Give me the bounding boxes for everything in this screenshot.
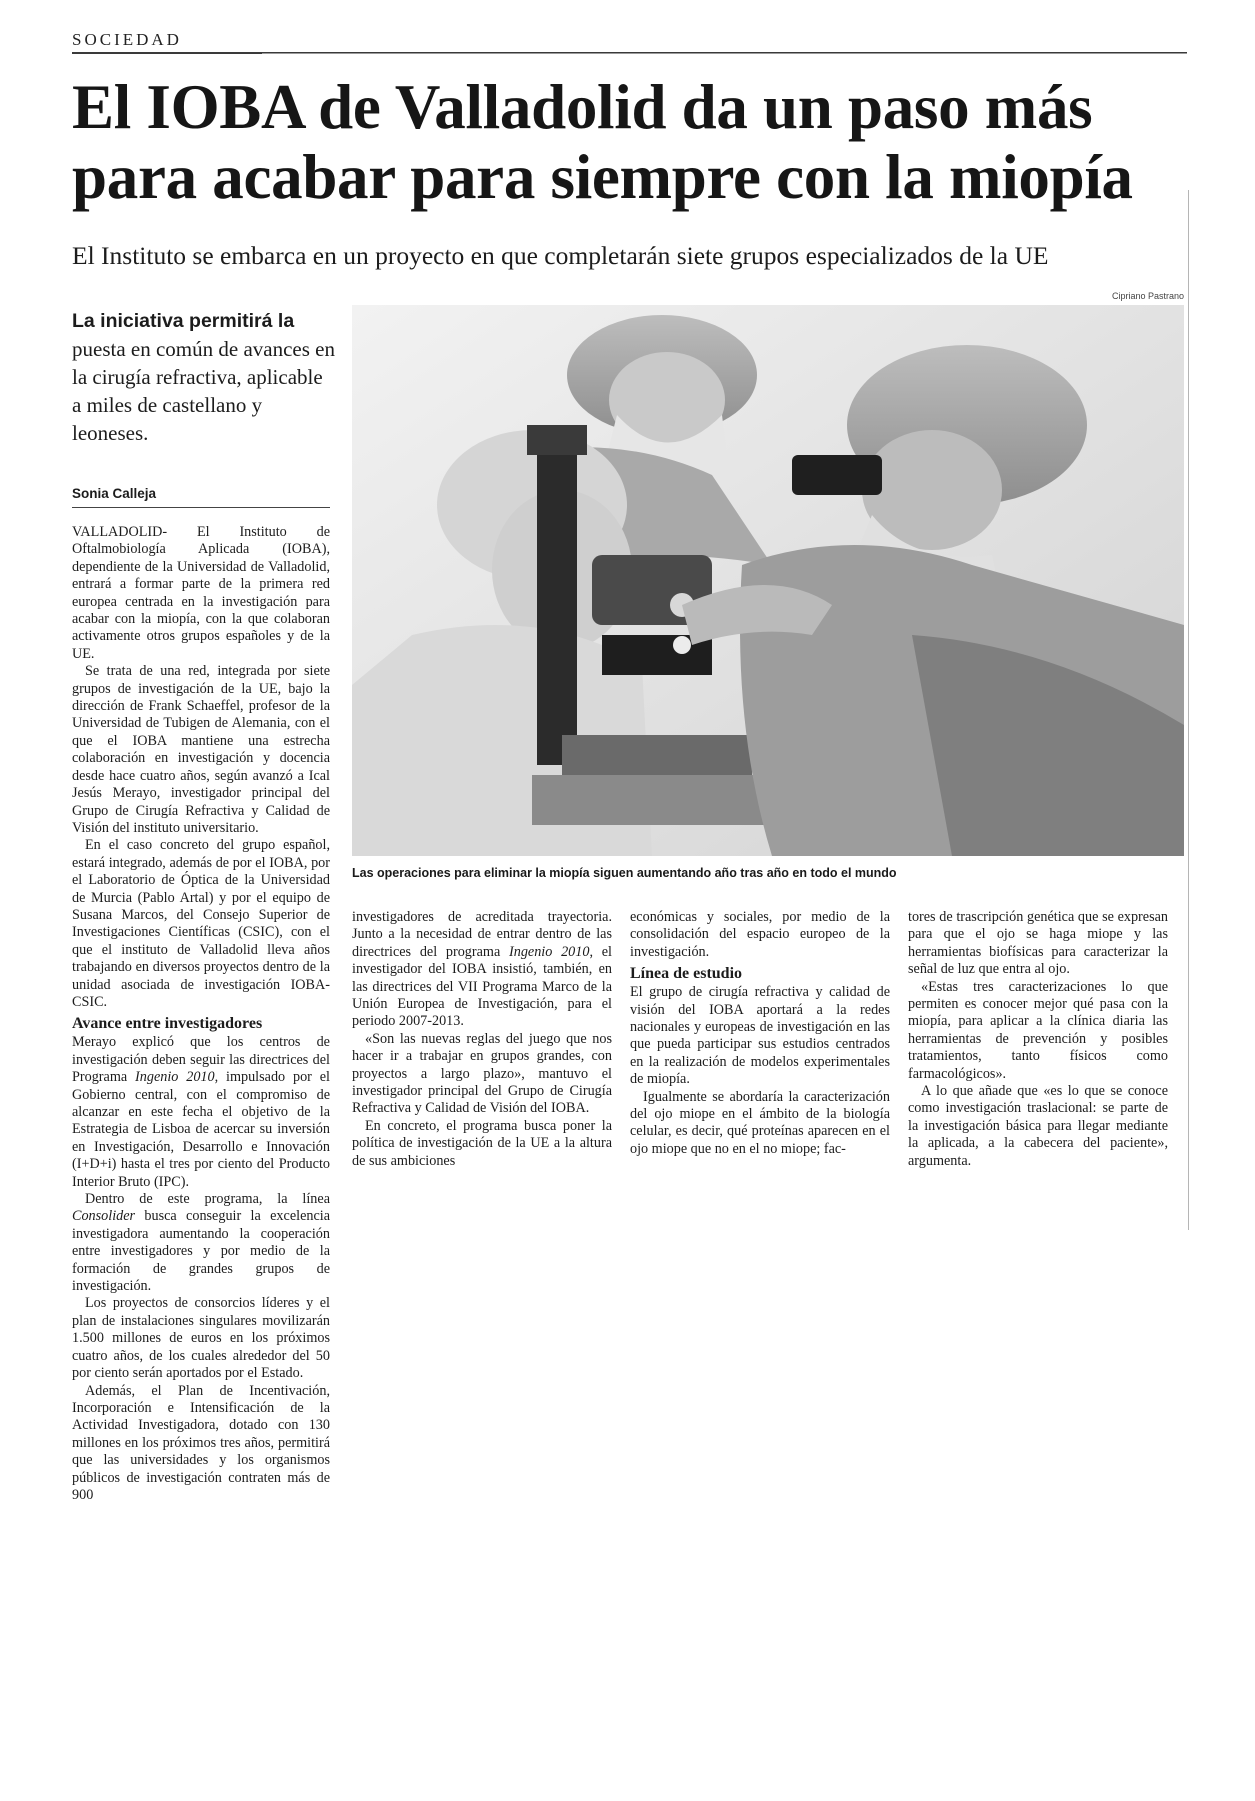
paragraph: Además, el Plan de Incentivación, Incorporación e Intensificación de la Actividad Investigadora, dotado con 130 millones en los próximos tres años, permitirá que las universidades y los organismos públicos de investigación contraten más de 900: [72, 1382, 330, 1503]
paragraph: investigadores de acreditada trayectoria. Junto a la necesidad de entrar dentro de las directrices del programa Ingenio 2010, el investigador del IOBA insistió, también, en las directrices del VII Programa Marco de la Unión Europea de Investigación, para el periodo 2007-2013.: [352, 909, 612, 1030]
article-column-1: [72, 524, 330, 1504]
photo-credit: Cipriano Pastrano: [1111, 291, 1184, 301]
paragraph: tores de trascripción genética que se expresan para que el ojo se haga miope y las herramientas biofísicas para caracterizar la señal de luz que entra al ojo.: [908, 909, 1168, 978]
paragraph: Dentro de este programa, la línea Consolider busca conseguir la excelencia investigadora aumentando la cooperación entre investigadores y por medio de la formación de grandes grupos de investigación.: [72, 1191, 330, 1295]
paragraph: Los proyectos de consorcios líderes y el plan de instalaciones singulares movilizarán 1.500 millones de euros en los próximos cuatro años, de los cuales alrededor del 50 por ciento serán aportados por el Estado.: [72, 1295, 330, 1382]
photo-caption: Las operaciones para eliminar la miopía siguen aumentando año tras año en todo el mundo: [352, 866, 897, 880]
paragraph: Merayo explicó que los centros de investigación deben seguir las directrices del Programa Ingenio 2010, impulsado por el Gobierno central, con el compromiso de alcanzar en este fecha el objetivo de la Estrategia de Lisboa de acercar su inversión en Investigación, Desarrollo e Innovación (I+D+i) hasta el tres por ciento del Producto Interior Bruto (IPC).: [72, 1034, 330, 1190]
subheading-avance: Avance entre investigadores: [72, 1015, 263, 1033]
paragraph: «Estas tres caracterizaciones lo que permiten es conocer mejor qué pasa con la miopía, para aplicar a la clínica diaria las herramientas de prevención y posibles tratamientos, tanto físicos como farmacológicos».: [908, 978, 1168, 1082]
article-column-4: [908, 909, 1168, 1170]
subheading-linea: Línea de estudio: [630, 965, 743, 983]
lead-kicker: La iniciativa permitirá la: [72, 310, 295, 332]
paragraph: En concreto, el programa busca poner la política de investigación de la UE a la altura de sus ambiciones: [352, 1117, 612, 1169]
paragraph: El grupo de cirugía refractiva y calidad de visión del IOBA aportará a la redes nacionales y europeas de investigación en las que pueda participar sus estudios centrados en la realización de modelos experimentales de miopía.: [630, 984, 890, 1088]
paragraph: económicas y sociales, por medio de la consolidación del espacio europeo de la investigación.: [630, 909, 890, 960]
headline: El IOBA de Valladolid da un paso más para acabar para siempre con la miopía: [72, 72, 1133, 212]
paragraph: «Son las nuevas reglas del juego que nos hacer ir a trabajar en grupos grandes, con proyectos a largo plazo», mantuvo el investigador principal del Grupo de Cirugía Refractiva y Calidad de Visión del IOBA.: [352, 1030, 612, 1117]
section-rule-thin: [262, 53, 1187, 54]
article-column-2: [352, 909, 612, 1170]
column-rule: [1188, 190, 1189, 1230]
paragraph: VALLADOLID- El Instituto de Oftalmobiología Aplicada (IOBA), dependiente de la Universidad de Valladolid, entrará a formar parte de la primera red europea centrada en la investigación para acabar con la miopía, con la que colaboran activamente otros grupos españoles y de la UE.: [72, 524, 330, 662]
article-column-3: [630, 909, 890, 1158]
paragraph: En el caso concreto del grupo español, estará integrado, además de por el IOBA, por el Laboratorio de Óptica de la Universidad de Murcia (Pablo Artal) y por el equipo de Susana Marcos, del Consejo Superior de Investigaciones Científicas (CSIC), con el que el instituto de Valladolid lleva años trabajando en diversos proyectos dentro de la unidad asociada de investigación IOBA-CSIC.: [72, 837, 330, 1010]
byline: Sonia Calleja: [72, 486, 330, 508]
article-photo: [352, 305, 1184, 856]
surgeons-examining-patient-photo-icon: [352, 305, 1184, 856]
section-label: SOCIEDAD: [72, 30, 182, 49]
lead-text: puesta en común de avances en la cirugía refractiva, aplicable a miles de castellano y leoneses.: [72, 337, 335, 445]
paragraph: Igualmente se abordaría la caracterización del ojo miope en el ámbito de la biología celular, es decir, qué proteínas aparecen en el ojo miope que no en el no miope; fac-: [630, 1088, 890, 1157]
lead-summary: [72, 306, 337, 447]
paragraph: Se trata de una red, integrada por siete grupos de investigación de la UE, bajo la dirección de Frank Schaeffel, profesor de la Universidad de Tubigen de Alemania, con el que el IOBA mantiene una estrecha colaboración en investigación y docencia desde hace cuatro años, según avanzó a Ical Jesús Merayo, investigador principal del Grupo de Cirugía Refractiva y Calidad de Visión del instituto universitario.: [72, 663, 330, 836]
paragraph: A lo que añade que «es lo que se conoce como investigación traslacional: se parte de la investigación básica para llegar mediante la aplicada, a la cabecera del paciente», argumenta.: [908, 1083, 1168, 1169]
subtitle: El Instituto se embarca en un proyecto en que completarán siete grupos especializados de la UE: [72, 241, 1049, 270]
